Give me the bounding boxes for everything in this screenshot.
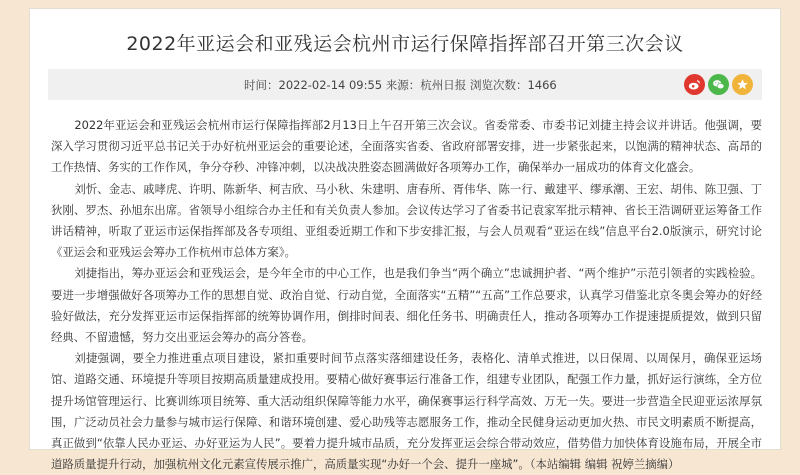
article-meta-bar — [48, 69, 762, 100]
article-panel — [29, 8, 781, 472]
article-paragraph: 刘忻、金志、戚哮虎、许明、陈新华、柯吉欣、马小秋、朱建明、唐春所、胥伟华、陈一行、戴建平、缪承潮、王宏、胡伟、陈卫强、丁狄刚、罗杰、孙旭东出席。省领导小组综合办主任和有关负责人参加。会议传达学习了省委书记袁家军批示精神、省长王浩调研亚运筹备工作讲话精神，听取了亚运市运保指挥部及各专项组、亚组委近期工作和下步安排汇报，与会人员观看“亚运在线”信息平台2.0版演示，研究讨论《亚运会和亚残运会筹办工作杭州市总体方案》。 — [51, 181, 762, 260]
article-body — [51, 115, 762, 475]
article-meta: 时间：2022-02-14 09:55 来源：杭州日报 浏览次数：1466 — [244, 78, 557, 92]
star-icon — [736, 78, 749, 91]
article-paragraph: 2022年亚运会和亚残运会杭州市运行保障指挥部2月13日上午召开第三次会议。省委常委、市委书记刘捷主持会议并讲话。他强调，要深入学习贯彻习近平总书记关于办好杭州亚运会的重要论述，全面落实省委、省政府部署安排，进一步紧张起来，以饱满的精神状态、高昂的工作热情、务实的工作作风，争分夺秒、冲锋冲刺，以决战决胜姿态圆满做好各项筹办工作，确保举办一届成功的体育文化盛会。 — [51, 118, 762, 175]
article-paragraph: 刘捷指出，筹办亚运会和亚残运会，是今年全市的中心工作，也是我们争当“两个确立”忠诚拥护者、“两个维护”示范引领者的实践检验。要进一步增强做好各项筹办工作的思想自觉、政治自觉、行动自觉，全面落实“五精”“五高”工作总要求，认真学习借鉴北京冬奥会筹办的好经验好做法，充分发挥亚运市运保指挥部的统筹协调作用，倒排时间表、细化任务书、明确责任人，推动各项筹办工作提速提质提效，做到只留经典、不留遗憾，努力交出亚运会筹办的高分答卷。 — [51, 266, 762, 345]
weibo-share-button[interactable] — [684, 74, 705, 95]
article-title: 2022年亚运会和亚残运会杭州市运行保障指挥部召开第三次会议 — [126, 33, 684, 55]
article-paragraph: 刘捷强调，要全力推进重点项目建设，紧扣重要时间节点落实落细建设任务，表格化、清单式推进，以日保周、以周保月，确保亚运场馆、道路交通、环境提升等项目按期高质量建成投用。要精心做好赛事运行准备工作，组建专业团队，配强工作力量，抓好运行演练，全方位提升场馆管理运行、比赛训练项目统筹、重大活动组织保障等能力水平，确保赛事运行科学高效、万无一失。要进一步营造全民迎亚运浓厚氛围，广泛动员社会力量参与城市运行保障、和谐环境创建、爱心助残等志愿服务工作，推动全民健身运动更加火热、市民文明素质不断提高，真正做到“依靠人民办亚运、办好亚运为人民”。要着力提升城市品质，充分发挥亚运会综合带动效应，借势借力加快体育设施布局，开展全市道路质量提升行动，加强杭州文化元素宣传展示推广，高质量实现“办好一个会、提升一座城”。（本站编辑 编辑 祝婷兰摘编） — [51, 351, 762, 472]
wechat-icon — [712, 78, 725, 91]
weibo-icon — [688, 78, 701, 91]
favorite-button[interactable] — [732, 74, 753, 95]
wechat-share-button[interactable] — [708, 74, 729, 95]
